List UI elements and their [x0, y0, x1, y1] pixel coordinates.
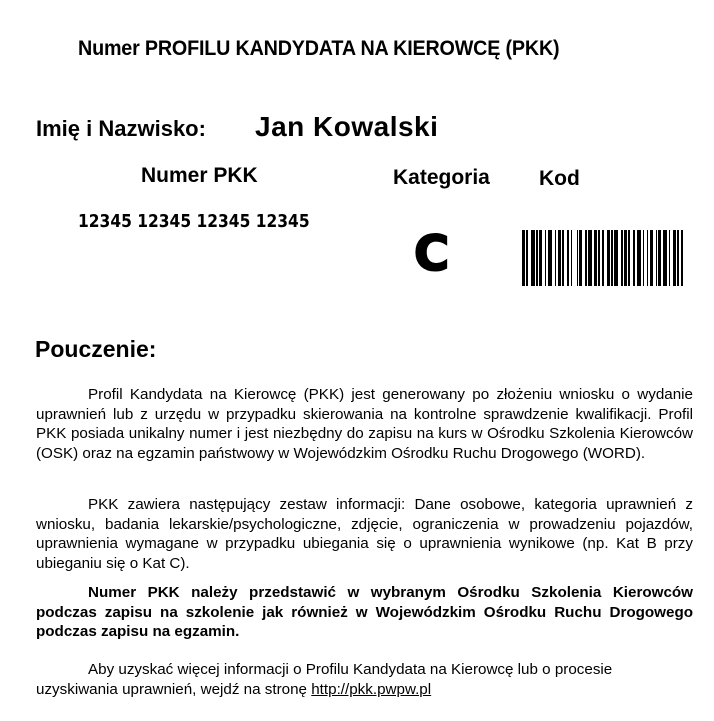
- category-label: Kategoria: [393, 166, 490, 189]
- pkk-number-label: Numer PKK: [141, 164, 258, 187]
- pkk-number-value: 12345 12345 12345 12345: [78, 211, 310, 232]
- paragraph-1-text: Profil Kandydata na Kierowcę (PKK) jest generowany po złożeniu wniosku o wydanie uprawnień lub z urzędu w przypadku skierowania na kontrolne sprawdzenie kwalifikacji. Profil PKK posiada unikalny numer i jest niezbędny do zapisu na kurs w Ośrodku Szkolenia Kierowców (OSK) oraz na egzamin państwowy w Wojewódzkim Ośrodku Ruchu Drogowego (WORD).: [36, 386, 693, 462]
- name-label: Imię i Nazwisko:: [36, 116, 206, 141]
- pkk-website-link[interactable]: http://pkk.pwpw.pl: [311, 680, 432, 698]
- paragraph-3: [36, 583, 693, 642]
- paragraph-2-text: PKK zawiera następujący zestaw informacji: Dane osobowe, kategoria uprawnień z wniosku, badania lekarskie/psychologiczne, zdjęcie, ograniczenia w prowadzeniu pojazdów, uprawnienia wymagane w przypadku ubiegania się o uprawnienia wynikowe (np. Kat B przy ubieganiu się o Kat C).: [36, 496, 693, 572]
- barcode-icon: [522, 230, 684, 286]
- section-title: Pouczenie:: [35, 336, 157, 362]
- paragraph-1: [36, 385, 693, 463]
- document-title: Numer PROFILU KANDYDATA NA KIEROWCĘ (PKK): [78, 37, 560, 60]
- paragraph-4: [36, 660, 693, 699]
- code-label: Kod: [539, 167, 580, 190]
- paragraph-2: [36, 495, 693, 573]
- paragraph-4-text: Aby uzyskać więcej informacji o Profilu Kandydata na Kierowcę lub o procesie uzyskiwania uprawnień, wejdź na stronę: [36, 661, 613, 698]
- name-value: Jan Kowalski: [255, 111, 439, 142]
- category-value: C: [414, 226, 450, 282]
- paragraph-3-text: Numer PKK należy przedstawić w wybranym Ośrodku Szkolenia Kierowców podczas zapisu na szkolenie jak również w Wojewódzkim Ośrodku Ruchu Drogowego podczas zapisu na egzamin.: [36, 584, 693, 640]
